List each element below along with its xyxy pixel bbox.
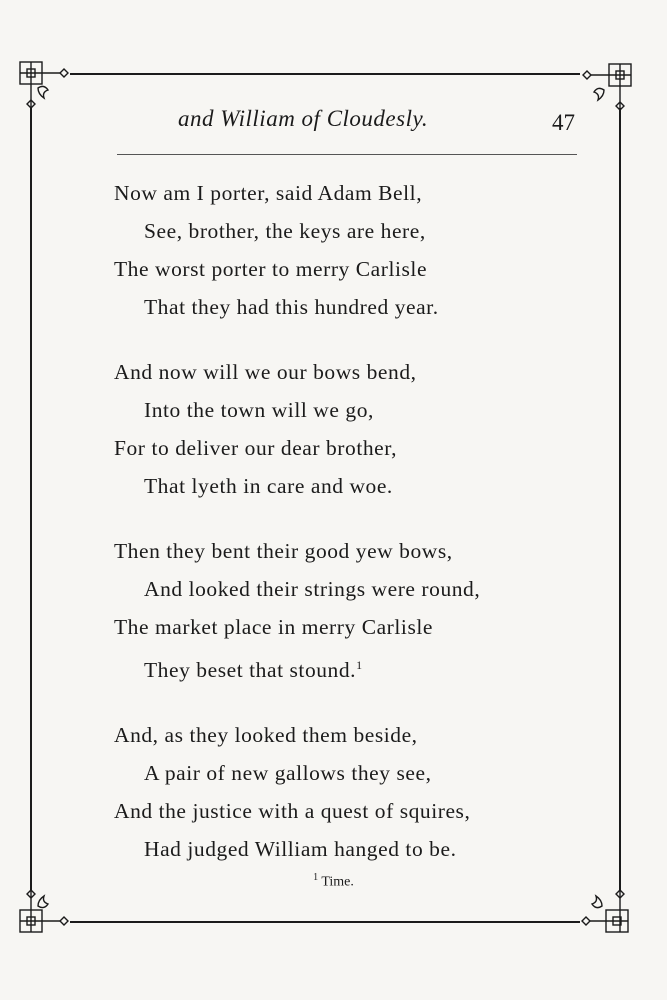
header-rule (117, 154, 577, 155)
corner-ornament-bottom-right (582, 890, 628, 932)
verse-line: Then they bent their good yew bows, (114, 539, 453, 563)
page-header (120, 104, 590, 144)
stanza (114, 716, 584, 868)
verse-line: The market place in merry Carlisle (114, 615, 433, 639)
footnote (0, 872, 667, 891)
verse-line: And the justice with a quest of squires, (114, 799, 471, 824)
verse-line-with-footnote (114, 646, 584, 689)
footnote-marker: 1 (356, 658, 363, 672)
corner-ornament-bottom-left (20, 890, 68, 932)
verse-line: The worst porter to merry Carlisle (114, 257, 428, 281)
footnote-number: 1 (313, 872, 319, 883)
verse-line: For to deliver our dear brother, (114, 436, 398, 460)
verse-line: Now am I porter, said Adam Bell, (114, 181, 423, 205)
running-title: and William of Cloudesly. (178, 106, 429, 131)
verse-line: See, brother, the keys are here, (144, 219, 426, 243)
verse-line: That lyeth in care and woe. (144, 474, 393, 498)
verse-line: And now will we our bows bend, (114, 360, 417, 384)
verse-line: That they had this hundred year. (144, 295, 439, 319)
stanza (114, 174, 584, 326)
verse-line: A pair of new gallows they see, (144, 761, 432, 786)
verse-line: Had judged William hanged to be. (144, 837, 457, 862)
stanza (114, 353, 584, 505)
verse-text: They beset that stound. (144, 658, 357, 683)
page-number: 47 (552, 110, 575, 135)
corner-ornament-top-right (583, 64, 631, 110)
stanza (114, 532, 584, 689)
verse-line: Into the town will we go, (144, 398, 374, 422)
poem-body (114, 174, 584, 895)
footnote-text: Time. (321, 874, 354, 890)
corner-ornament-top-left (20, 62, 68, 108)
verse-line: And, as they looked them beside, (114, 723, 418, 748)
verse-line: And looked their strings were round, (144, 577, 481, 601)
